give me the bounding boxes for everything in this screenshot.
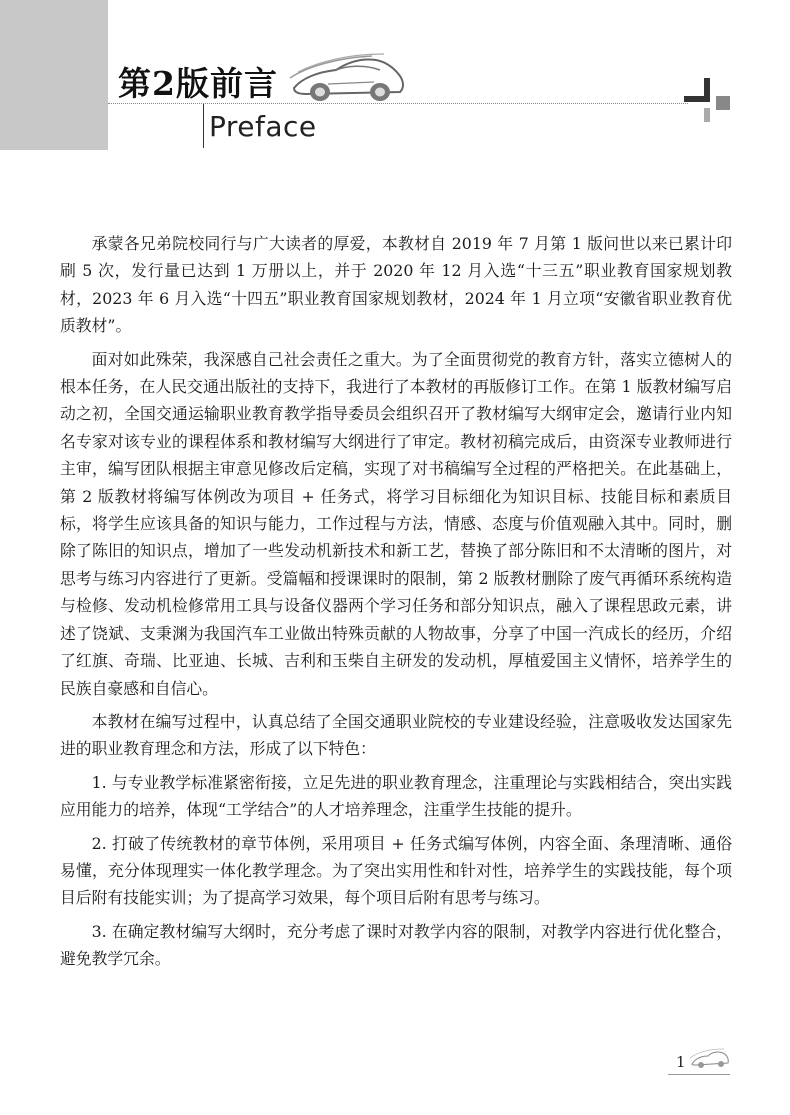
paragraph: 承蒙各兄弟院校同行与广大读者的厚爱，本教材自 2019 年 7 月第 1 版问世以来已累计印刷 5 次，发行量已达到 1 万册以上，并于 2020 年 12 月入选“十三五”职业教育国家规划教材，2023 年 6 月入选“十四五”职业教育国家规划教材，2024 年 1 月立项“安徽省职业教育优质教材”。 xyxy=(60,234,732,336)
paragraph: 2. 打破了传统教材的章节体例，采用项目 + 任务式编写体例，内容全面、条理清晰、通俗易懂，充分体现理实一体化教学理念。为了突出实用性和针对性，培养学生的实践技能，每个项目后附有技能实训；为了提高学习效果，每个项目后附有思考与练习。 xyxy=(60,833,732,908)
corner-mark-icon xyxy=(684,78,730,122)
preface-body xyxy=(60,230,732,973)
page-number: 1 xyxy=(676,1053,686,1071)
paragraph: 3. 在确定教材编写大纲时，充分考虑了课时对教学内容的限制，对教学内容进行优化整合，避免教学冗余。 xyxy=(60,921,732,969)
paragraph: 1. 与专业教学标准紧密衔接，立足先进的职业教育理念，注重理论与实践相结合，突出实践应用能力的培养，体现“工学结合”的人才培养理念，注重学生技能的提升。 xyxy=(60,772,732,820)
footer-divider xyxy=(668,1074,730,1075)
car-icon xyxy=(288,48,408,104)
corner-decoration-block xyxy=(0,0,108,150)
page-subtitle: Preface xyxy=(209,110,317,143)
paragraph: 本教材在编写过程中，认真总结了全国交通职业院校的专业建设经验，注意吸收发达国家先进的职业教育理念和方法，形成了以下特色： xyxy=(60,711,732,759)
page-title: 第2版前言 xyxy=(118,64,278,103)
header-divider xyxy=(108,103,688,104)
footer-car-icon xyxy=(690,1046,730,1072)
paragraph: 面对如此殊荣，我深感自己社会责任之重大。为了全面贯彻党的教育方针，落实立德树人的根本任务，在人民交通出版社的支持下，我进行了本教材的再版修订工作。在第 1 版教材编写启动之初，全国交通运输职业教育教学指导委员会组织召开了教材编写大纲审定会，邀请行业内知名专家对该专业的课程体系和教材编写大纲进行了审定。教材初稿完成后，由资深专业教师进行主审，编写团队根据主审意见修改后定稿，实现了对书稿编写全过程的严格把关。在此基础上，第 2 版教材将编写体例改为项目 + 任务式，将学习目标细化为知识目标、技能目标和素质目标，将学生应该具备的知识与能力，工作过程与方法，情感、态度与价值观融入其中。同时，删除了陈旧的知识点，增加了一些发动机新技术和新工艺，替换了部分陈旧和不太清晰的图片，对思考与练习内容进行了更新。受篇幅和授课课时的限制，第 2 版教材删除了废气再循环系统构造与检修、发动机检修常用工具与设备仪器两个学习任务和部分知识点，融入了课程思政元素，讲述了饶斌、支秉渊为我国汽车工业做出特殊贡献的人物故事，分享了中国一汽成长的经历，介绍了红旗、奇瑞、比亚迪、长城、吉利和玉柴自主研发的发动机，厚植爱国主义情怀，培养学生的民族自豪感和自信心。 xyxy=(60,349,732,698)
